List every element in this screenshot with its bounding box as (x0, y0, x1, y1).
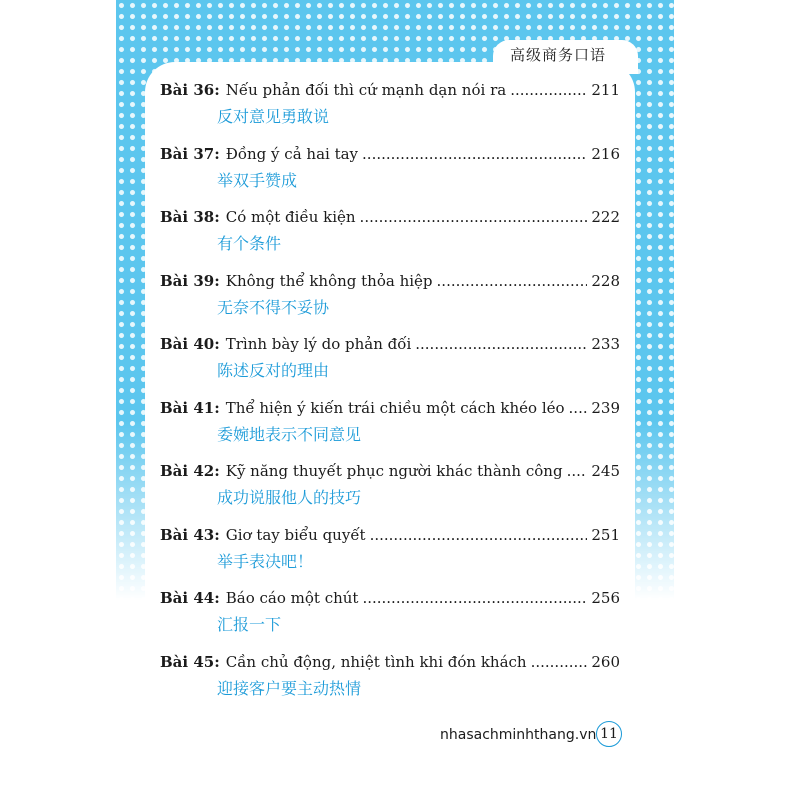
lesson-number: Bài 38: (160, 208, 220, 226)
lesson-number: Bài 44: (160, 589, 220, 607)
page-number: 260 (591, 652, 620, 671)
toc-entry (160, 332, 620, 396)
toc-entry (160, 269, 620, 333)
lesson-number: Bài 36: (160, 81, 220, 99)
lesson-title-zh: 汇报一下 (217, 615, 282, 634)
page-number: 245 (591, 462, 620, 480)
lesson-number: Bài 43: (160, 525, 220, 544)
page-number: 251 (591, 525, 620, 544)
toc-entry (160, 523, 620, 587)
lesson-title-zh: 举手表决吧！ (217, 551, 314, 571)
lesson-number: Bài 40: (160, 335, 220, 353)
lesson-title-vi: Nếu phản đối thì cứ mạnh dạn nói ra (225, 81, 507, 99)
running-header-title: 高级商务口语 (509, 46, 606, 64)
toc-entry (160, 396, 620, 460)
dot-leader (362, 142, 587, 166)
lesson-title-zh: 反对意见勇敢说 (217, 107, 330, 126)
dot-leader (510, 78, 587, 102)
lesson-number: Bài 45: (160, 652, 220, 671)
toc-entry (160, 142, 620, 206)
dot-leader (567, 459, 588, 483)
lesson-title-zh: 举双手赞成 (217, 170, 298, 190)
lesson-title-vi: Đồng ý cả hai tay (225, 144, 359, 163)
dot-leader (415, 332, 587, 356)
lesson-title-vi: Trình bày lý do phản đối (225, 335, 412, 353)
lesson-title-zh: 委婉地表示不同意见 (217, 424, 362, 444)
lesson-title-zh: 无奈不得不妥协 (217, 297, 330, 317)
toc-entry (160, 586, 620, 650)
lesson-number: Bài 42: (160, 462, 220, 480)
lesson-title-vi: Cần chủ động, nhiệt tình khi đón khách (225, 652, 527, 671)
toc-entry (160, 459, 620, 523)
lesson-title-vi: Thể hiện ý kiến trái chiều một cách khéo léo (225, 398, 565, 417)
lesson-number: Bài 41: (160, 398, 220, 417)
lesson-number: Bài 37: (160, 144, 220, 163)
lesson-title-vi: Có một điều kiện (225, 208, 356, 226)
lesson-title-vi: Không thể không thỏa hiệp (225, 271, 433, 290)
lesson-title-zh: 成功说服他人的技巧 (217, 488, 362, 507)
table-of-contents (160, 78, 620, 713)
lesson-title-vi: Kỹ năng thuyết phục người khác thành công (225, 462, 563, 480)
page-number: 222 (591, 208, 620, 226)
lesson-title-zh: 有个条件 (217, 234, 282, 253)
toc-entry (160, 205, 620, 269)
page-number: 256 (591, 589, 620, 607)
lesson-title-vi: Giơ tay biểu quyết (225, 525, 366, 544)
page-number: 216 (591, 144, 620, 163)
page-number: 228 (591, 271, 620, 290)
dot-leader (569, 396, 588, 420)
page-number: 211 (591, 81, 620, 99)
dot-leader (370, 523, 588, 547)
publisher-website: nhasachminhthang.vn (440, 727, 597, 743)
page-number: 233 (591, 335, 620, 353)
dot-leader (437, 269, 588, 293)
lesson-title-zh: 迎接客户要主动热情 (217, 678, 362, 698)
lesson-number: Bài 39: (160, 271, 220, 290)
dot-leader (360, 205, 588, 229)
dot-leader (531, 650, 588, 674)
folio-page-number: 11 (596, 721, 622, 747)
dot-leader (362, 586, 587, 610)
toc-entry (160, 78, 620, 142)
lesson-title-vi: Báo cáo một chút (225, 589, 359, 607)
page-number: 239 (591, 398, 620, 417)
toc-entry (160, 650, 620, 714)
lesson-title-zh: 陈述反对的理由 (217, 361, 330, 380)
